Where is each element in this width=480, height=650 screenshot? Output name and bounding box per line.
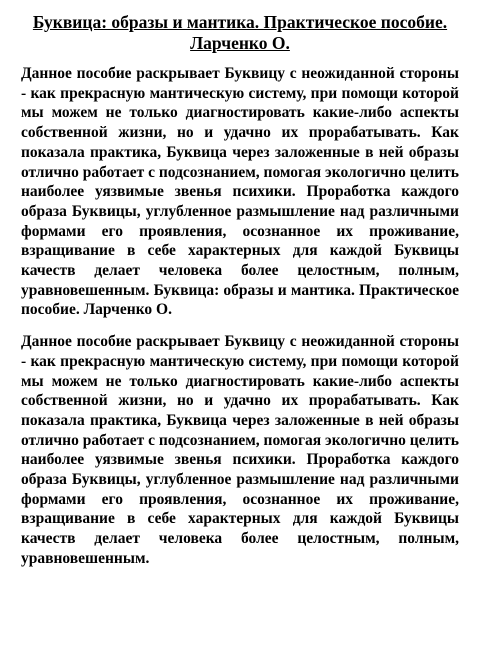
document-title: Буквица: образы и мантика. Практическое пособие. Ларченко О.	[32, 12, 448, 53]
paragraph-1: Данное пособие раскрывает Буквицу с неожиданной стороны - как прекрасную мантическую систему, при помощи которой мы можем не только диагностировать какие-либо аспекты собственной жизни, но и удачно их прорабатывать. Как показала практика, Буквица через заложенные в ней образы отлично работает с подсознанием, помогая экологично целить наиболее уязвимые звенья психики. Проработка каждого образа Буквицы, углубленное размышление над различными формами его проявления, осознанное их проживание, взращивание в себе характерных для каждой Буквицы качеств делает человека более целостным, полным, уравновешенным. Буквица: образы и мантика. Практическое пособие. Ларченко О.	[21, 65, 459, 319]
paragraph-2: Данное пособие раскрывает Буквицу с неожиданной стороны - как прекрасную мантическую систему, при помощи которой мы можем не только диагностировать какие-либо аспекты собственной жизни, но и удачно их прорабатывать. Как показала практика, Буквица через заложенные в ней образы отлично работает с подсознанием, помогая экологично целить наиболее уязвимые звенья психики. Проработка каждого образа Буквицы, углубленное размышление над различными формами его проявления, осознанное их проживание, взращивание в себе характерных для каждой Буквицы качеств делает человека более целостным, полным, уравновешенным.	[21, 333, 459, 567]
